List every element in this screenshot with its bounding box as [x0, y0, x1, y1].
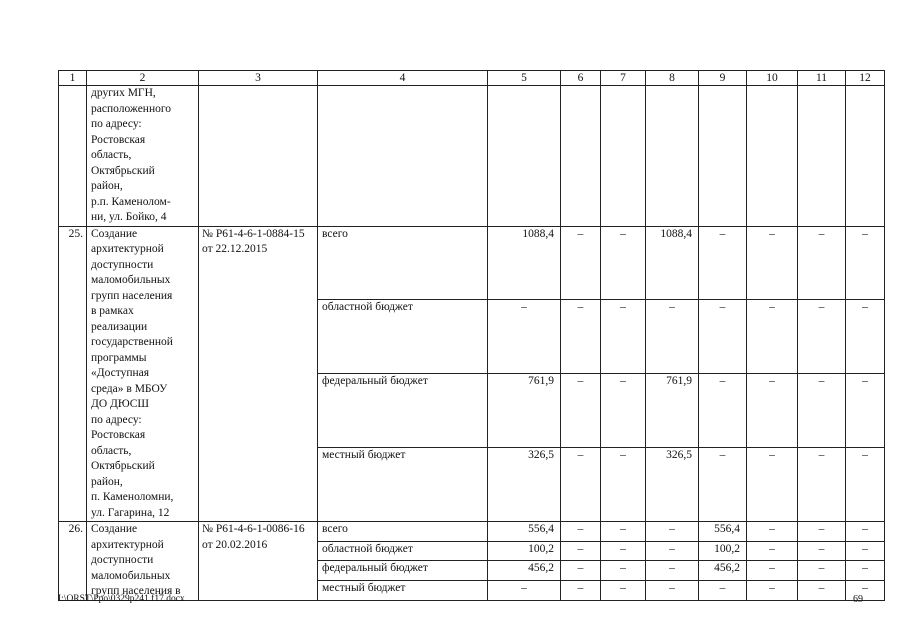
amount-cell: – — [846, 448, 885, 522]
item-description: Создание архитектурной доступности маломобильных групп населения в рамках реализации государственной программы «Доступная среда» в МБОУ ДО ДЮСШ по адресу: Ростовская область, Октябрьский район, п. Каменоломни, ул. Гагарина, 12 — [87, 226, 199, 522]
column-number: 11 — [798, 71, 846, 86]
amount-cell: – — [699, 226, 747, 300]
amount-cell: 556,4 — [699, 522, 747, 542]
amount-cell: – — [488, 300, 561, 374]
amount-cell: – — [798, 561, 846, 581]
budget-row — [59, 522, 885, 542]
item-description: других МГН, расположенного по адресу: Ростовская область, Октябрьский район, р.п. Каменолом- ни, ул. Бойко, 4 — [87, 86, 199, 227]
amount-cell: – — [747, 561, 798, 581]
amount-cell: – — [699, 300, 747, 374]
column-number: 5 — [488, 71, 561, 86]
amount-cell: – — [646, 300, 699, 374]
amount-cell: – — [798, 226, 846, 300]
amount-cell: – — [601, 448, 646, 522]
empty-cell — [699, 86, 747, 227]
column-number: 3 — [199, 71, 318, 86]
amount-cell: – — [846, 580, 885, 600]
amount-cell: – — [601, 374, 646, 448]
amount-cell: – — [699, 448, 747, 522]
amount-cell: – — [846, 561, 885, 581]
amount-cell: – — [488, 580, 561, 600]
table-body — [59, 71, 885, 601]
column-number-row — [59, 71, 885, 86]
amount-cell: – — [601, 580, 646, 600]
amount-cell: 456,2 — [488, 561, 561, 581]
amount-cell: – — [798, 300, 846, 374]
amount-cell: 326,5 — [646, 448, 699, 522]
amount-cell: – — [747, 226, 798, 300]
amount-cell: – — [561, 541, 601, 561]
amount-cell: – — [846, 300, 885, 374]
funding-source: местный бюджет — [318, 448, 488, 522]
amount-cell: – — [798, 374, 846, 448]
empty-cell — [59, 86, 87, 227]
amount-cell: – — [846, 541, 885, 561]
amount-cell: – — [747, 374, 798, 448]
column-number: 7 — [601, 71, 646, 86]
budget-table — [58, 70, 885, 601]
amount-cell: – — [846, 522, 885, 542]
page-number: 69 — [853, 594, 863, 605]
empty-cell — [488, 86, 561, 227]
amount-cell: – — [699, 580, 747, 600]
amount-cell: – — [601, 561, 646, 581]
empty-cell — [601, 86, 646, 227]
amount-cell: – — [747, 300, 798, 374]
empty-cell — [561, 86, 601, 227]
amount-cell: – — [646, 580, 699, 600]
amount-cell: – — [601, 226, 646, 300]
column-number: 4 — [318, 71, 488, 86]
column-number: 1 — [59, 71, 87, 86]
amount-cell: – — [561, 374, 601, 448]
amount-cell: – — [747, 448, 798, 522]
amount-cell: – — [846, 226, 885, 300]
amount-cell: – — [747, 541, 798, 561]
amount-cell: – — [561, 448, 601, 522]
continuation-row — [59, 86, 885, 227]
amount-cell: – — [561, 300, 601, 374]
amount-cell: – — [646, 522, 699, 542]
amount-cell: – — [798, 522, 846, 542]
amount-cell: – — [798, 448, 846, 522]
document-reference: № Р61-4-6-1-0086-16 от 20.02.2016 — [199, 522, 318, 601]
amount-cell: 761,9 — [488, 374, 561, 448]
item-number: 25. — [59, 226, 87, 522]
amount-cell: 326,5 — [488, 448, 561, 522]
amount-cell: 456,2 — [699, 561, 747, 581]
funding-source: областной бюджет — [318, 541, 488, 561]
column-number: 2 — [87, 71, 199, 86]
amount-cell: 1088,4 — [488, 226, 561, 300]
amount-cell: – — [846, 374, 885, 448]
column-number: 10 — [747, 71, 798, 86]
column-number: 12 — [846, 71, 885, 86]
amount-cell: – — [646, 541, 699, 561]
empty-cell — [798, 86, 846, 227]
amount-cell: – — [747, 522, 798, 542]
amount-cell: 100,2 — [699, 541, 747, 561]
amount-cell: 100,2 — [488, 541, 561, 561]
budget-row — [59, 226, 885, 300]
amount-cell: – — [646, 561, 699, 581]
column-number: 6 — [561, 71, 601, 86]
item-number: 26. — [59, 522, 87, 601]
amount-cell: – — [798, 541, 846, 561]
funding-source: федеральный бюджет — [318, 561, 488, 581]
empty-cell — [199, 86, 318, 227]
column-number: 9 — [699, 71, 747, 86]
amount-cell: – — [601, 522, 646, 542]
empty-cell — [846, 86, 885, 227]
funding-source: всего — [318, 522, 488, 542]
amount-cell: – — [601, 541, 646, 561]
amount-cell: – — [747, 580, 798, 600]
funding-source: областной бюджет — [318, 300, 488, 374]
amount-cell: 1088,4 — [646, 226, 699, 300]
amount-cell: – — [601, 300, 646, 374]
amount-cell: 556,4 — [488, 522, 561, 542]
amount-cell: – — [561, 580, 601, 600]
amount-cell: – — [561, 522, 601, 542]
column-number: 8 — [646, 71, 699, 86]
amount-cell: – — [798, 580, 846, 600]
footer-file-path: I:\ORST\Ppo\0329p241.f17.docx — [58, 594, 185, 604]
funding-source: всего — [318, 226, 488, 300]
empty-cell — [646, 86, 699, 227]
amount-cell: – — [699, 374, 747, 448]
document-reference: № Р61-4-6-1-0884-15 от 22.12.2015 — [199, 226, 318, 522]
amount-cell: 761,9 — [646, 374, 699, 448]
item-description: Создание архитектурной доступности маломобильных групп населения в — [87, 522, 199, 601]
amount-cell: – — [561, 226, 601, 300]
funding-source: местный бюджет — [318, 580, 488, 600]
empty-cell — [318, 86, 488, 227]
empty-cell — [747, 86, 798, 227]
funding-source: федеральный бюджет — [318, 374, 488, 448]
amount-cell: – — [561, 561, 601, 581]
